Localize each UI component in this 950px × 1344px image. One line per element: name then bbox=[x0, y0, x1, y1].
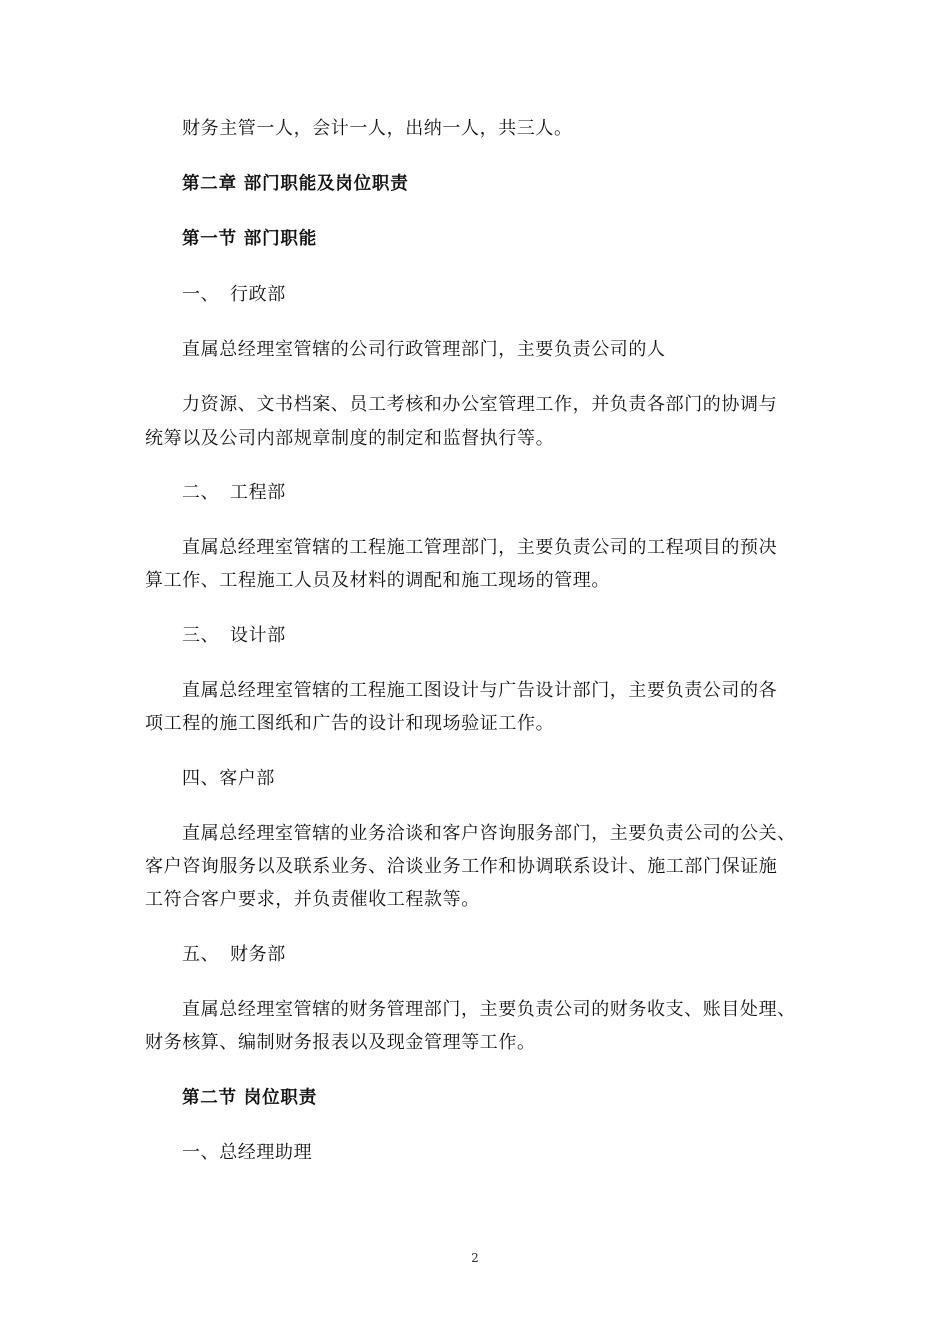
dept-name: 财务部 bbox=[230, 944, 286, 965]
paragraph-line: 直属总经理室管辖的工程施工图设计与广告设计部门，主要负责公司的各 bbox=[182, 680, 778, 701]
paragraph-line: 算工作、工程施工人员及材料的调配和施工现场的管理。 bbox=[145, 570, 610, 591]
section-title-job-duties: 第二节 岗位职责 bbox=[182, 1088, 317, 1108]
dept-number: 五、 bbox=[182, 944, 220, 965]
chapter-title: 第二章 部门职能及岗位职责 bbox=[182, 174, 409, 194]
paragraph-line: 项工程的施工图纸和广告的设计和现场验证工作。 bbox=[145, 713, 555, 734]
paragraph-line: 统筹以及公司内部规章制度的制定和监督执行等。 bbox=[145, 428, 555, 449]
paragraph-line: 直属总经理室管辖的公司行政管理部门，主要负责公司的人 bbox=[182, 339, 666, 360]
dept-number: 三、 bbox=[182, 625, 220, 646]
section-title-department-functions: 第一节 部门职能 bbox=[182, 229, 317, 249]
paragraph-line: 财务核算、编制财务报表以及现金管理等工作。 bbox=[145, 1032, 536, 1053]
dept-heading-design bbox=[182, 626, 382, 646]
dept-heading-admin bbox=[182, 285, 382, 305]
dept-number: 二、 bbox=[182, 482, 220, 503]
paragraph-line: 工符合客户要求，并负责催收工程款等。 bbox=[145, 889, 480, 910]
paragraph-line: 直属总经理室管辖的财务管理部门，主要负责公司的财务收支、账目处理、 bbox=[182, 999, 796, 1020]
paragraph-line: 直属总经理室管辖的业务洽谈和客户咨询服务部门，主要负责公司的公关、 bbox=[182, 823, 796, 844]
paragraph-line: 力资源、文书档案、员工考核和办公室管理工作，并负责各部门的协调与 bbox=[182, 394, 778, 415]
dept-name: 工程部 bbox=[230, 482, 286, 503]
staffing-text: 财务主管一人，会计一人，出纳一人，共三人。 bbox=[182, 118, 573, 139]
dept-heading-customer: 四、客户部 bbox=[182, 768, 275, 789]
dept-name: 行政部 bbox=[230, 284, 286, 305]
dept-number: 一、 bbox=[182, 284, 220, 305]
dept-heading-engineering bbox=[182, 483, 382, 503]
page-number: 2 bbox=[471, 1251, 479, 1265]
paragraph-line: 客户咨询服务以及联系业务、洽谈业务工作和协调联系设计、施工部门保证施 bbox=[145, 856, 778, 877]
dept-name: 设计部 bbox=[230, 625, 286, 646]
paragraph-line: 直属总经理室管辖的工程施工管理部门，主要负责公司的工程项目的预决 bbox=[182, 537, 778, 558]
dept-heading-finance bbox=[182, 945, 382, 965]
post-heading-assistant-gm: 一、总经理助理 bbox=[182, 1142, 313, 1163]
